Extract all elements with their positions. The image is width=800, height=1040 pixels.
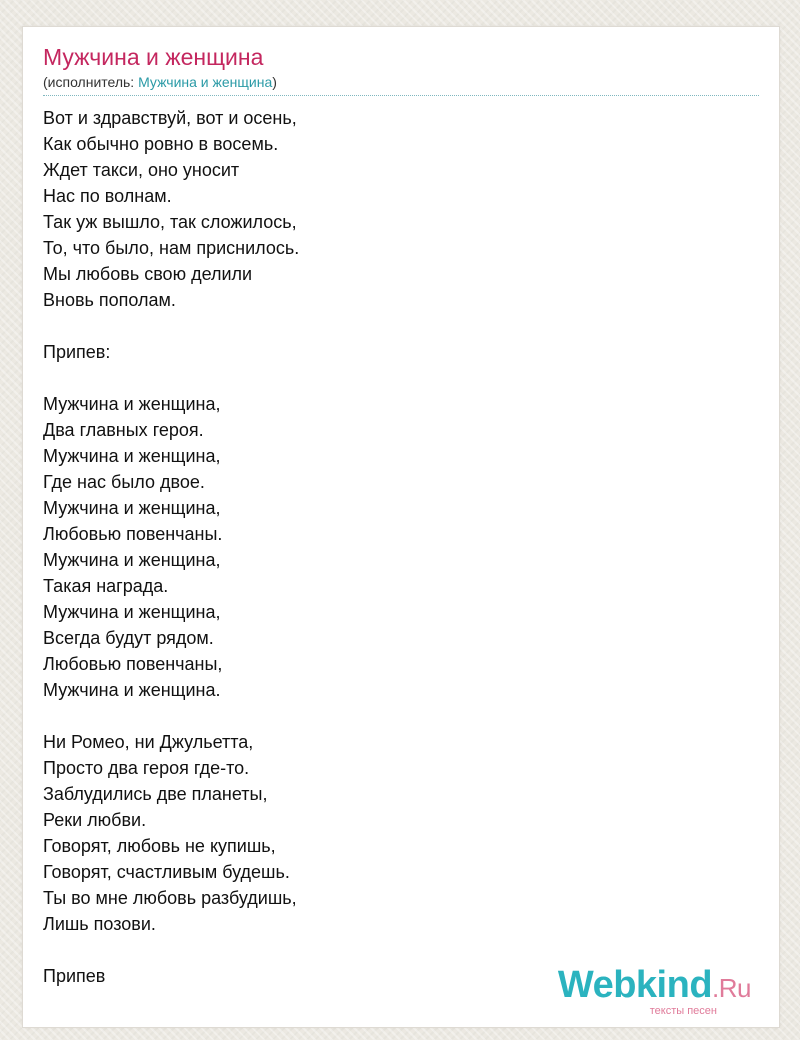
lyric-line: Нас по волнам. [43, 186, 172, 206]
performer-link[interactable]: Мужчина и женщина [138, 74, 273, 90]
lyrics-text [43, 105, 743, 989]
lyric-line: Вот и здравствуй, вот и осень, [43, 108, 297, 128]
lyric-line: Где нас было двое. [43, 472, 205, 492]
lyric-line: Любовью повенчаны, [43, 654, 223, 674]
performer-info [43, 73, 277, 91]
lyric-line: Говорят, любовь не купишь, [43, 836, 276, 856]
lyric-line: Реки любви. [43, 810, 147, 830]
lyric-line: Заблудились две планеты, [43, 784, 268, 804]
lyric-line: Два главных героя. [43, 420, 204, 440]
lyric-line: Мужчина и женщина, [43, 446, 221, 466]
lyric-line: Любовью повенчаны. [43, 524, 223, 544]
logo-tagline: тексты песен [649, 1005, 717, 1017]
stanza-gap [43, 365, 743, 391]
performer-close: ) [272, 74, 277, 90]
lyric-line: Говорят, счастливым будешь. [43, 862, 290, 882]
lyric-line: Мужчина и женщина, [43, 550, 221, 570]
song-title: Мужчина и женщина [43, 44, 264, 70]
lyric-line: Лишь позови. [43, 914, 156, 934]
lyric-line: Мужчина и женщина, [43, 602, 221, 622]
lyric-line: Такая награда. [43, 576, 169, 596]
chorus-label: Припев: [43, 342, 111, 362]
logo-tld: .Ru [712, 973, 751, 1003]
performer-label: (исполнитель: [43, 74, 139, 90]
logo-name: Webkind [557, 964, 713, 1006]
lyric-line: Мужчина и женщина. [43, 680, 221, 700]
lyric-line: Ты во мне любовь разбудишь, [43, 888, 297, 908]
lyric-line: Ни Ромео, ни Джульетта, [43, 732, 254, 752]
title-divider [43, 95, 759, 96]
lyric-line: Мы любовь свою делили [43, 264, 253, 284]
lyrics-card [22, 26, 780, 1028]
stanza-gap [43, 937, 743, 963]
lyric-line: Всегда будут рядом. [43, 628, 214, 648]
logo-wordmark [558, 966, 751, 1007]
lyric-line: То, что было, нам приснилось. [43, 238, 300, 258]
stanza-gap [43, 703, 743, 729]
lyric-line: Мужчина и женщина, [43, 394, 221, 414]
lyric-line: Просто два героя где-то. [43, 758, 250, 778]
stanza-gap [43, 313, 743, 339]
chorus-reference: Припев [43, 966, 106, 986]
lyric-line: Мужчина и женщина, [43, 498, 221, 518]
lyric-line: Так уж вышло, так сложилось, [43, 212, 297, 232]
lyric-line: Вновь пополам. [43, 290, 176, 310]
lyric-line: Ждет такси, оно уносит [43, 160, 240, 180]
lyric-line: Как обычно ровно в восемь. [43, 134, 279, 154]
site-logo[interactable] [558, 966, 751, 1017]
